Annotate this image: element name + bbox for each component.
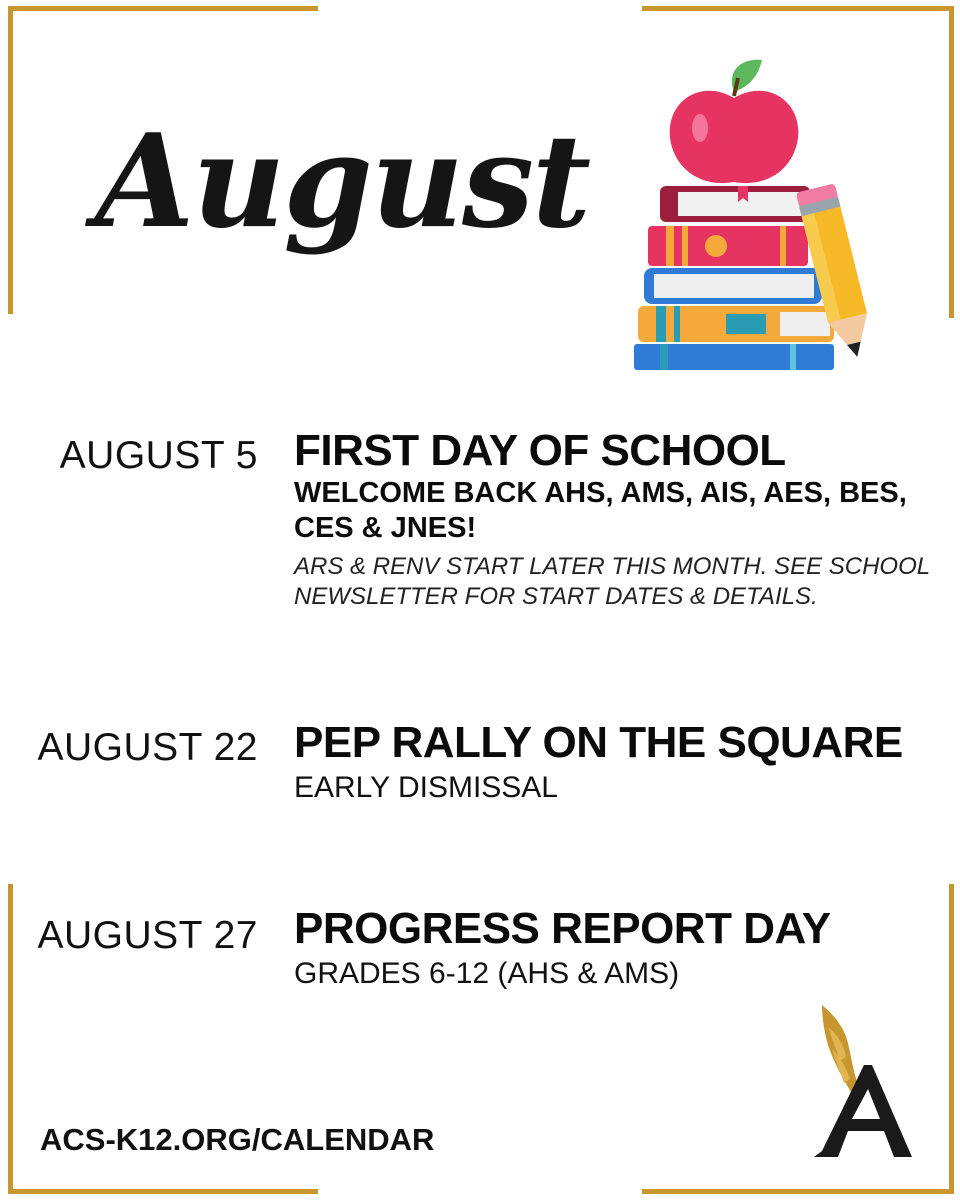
frame-top-right — [642, 6, 954, 11]
frame-bottom-right — [642, 1189, 954, 1194]
event-title: FIRST DAY OF SCHOOL — [294, 426, 786, 475]
event-first-day — [294, 426, 934, 612]
winged-a-logo-icon — [808, 1005, 918, 1165]
event-title: PROGRESS REPORT DAY — [294, 904, 831, 953]
event-subtitle: WELCOME BACK AHS, AMS, AIS, AES, BES, CES & JNES! — [294, 477, 907, 544]
frame-right-lower — [949, 884, 954, 1194]
calendar-url-link[interactable]: ACS-K12.ORG/CALENDAR — [40, 1122, 435, 1157]
frame-left-upper — [8, 6, 13, 314]
event-date: AUGUST 5 — [59, 434, 258, 477]
event-progress-report — [294, 904, 934, 992]
event-pep-rally — [294, 718, 934, 806]
event-title: PEP RALLY ON THE SQUARE — [294, 718, 903, 767]
apple-books-pencil-icon — [630, 50, 900, 380]
event-note: ARS & RENV START LATER THIS MONTH. SEE SCHOOL NEWSLETTER FOR START DATES & DETAILS. — [294, 553, 930, 610]
frame-right-upper — [949, 6, 954, 318]
frame-bottom-left — [8, 1189, 318, 1194]
frame-top-left — [8, 6, 318, 11]
event-detail: GRADES 6-12 (AHS & AMS) — [294, 957, 680, 990]
month-heading: August — [95, 107, 590, 257]
event-date: AUGUST 22 — [37, 726, 258, 769]
event-detail: EARLY DISMISSAL — [294, 771, 558, 804]
event-date: AUGUST 27 — [37, 914, 258, 957]
